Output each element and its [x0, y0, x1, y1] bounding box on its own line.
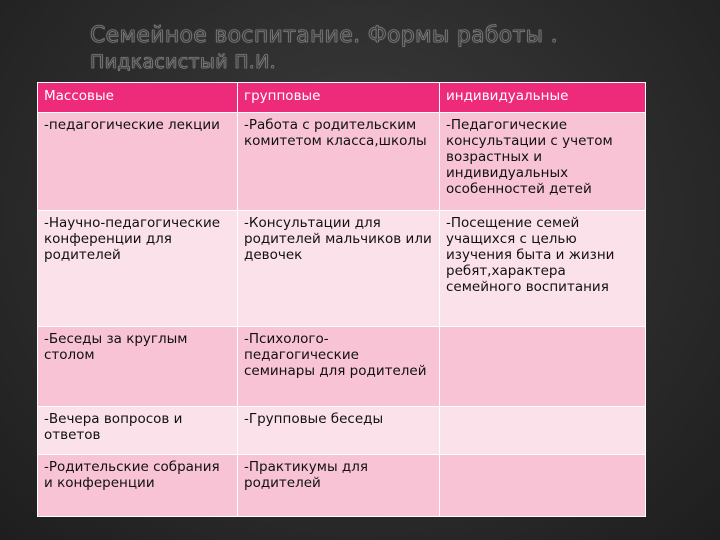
table-cell	[440, 455, 646, 517]
slide-title	[90, 22, 558, 76]
table-cell: -педагогические лекции	[38, 113, 238, 211]
header-individual: индивидуальные	[440, 83, 646, 113]
table-cell	[440, 327, 646, 407]
slide-title-line2: Пидкасистый П.И.	[90, 51, 276, 73]
table-row	[38, 407, 646, 455]
table-cell: -Педагогические консультации с учетом возрастных и индивидуальных особенностей детей	[440, 113, 646, 211]
table-cell: -Научно-педагогические конференции для родителей	[38, 211, 238, 327]
table-cell: -Работа с родительским комитетом класса,школы	[238, 113, 440, 211]
table-cell: -Практикумы для родителей	[238, 455, 440, 517]
header-group: групповые	[238, 83, 440, 113]
table-cell: -Групповые беседы	[238, 407, 440, 455]
table-row	[38, 455, 646, 517]
slide-title-line1: Семейное воспитание. Формы работы .	[90, 23, 558, 48]
table-cell: -Консультации для родителей мальчиков или девочек	[238, 211, 440, 327]
table-cell: -Родительские собрания и конференции	[38, 455, 238, 517]
table-cell: -Посещение семей учащихся с целью изучения быта и жизни ребят,характера семейного воспитания	[440, 211, 646, 327]
header-mass: Массовые	[38, 83, 238, 113]
table-cell: -Вечера вопросов и ответов	[38, 407, 238, 455]
table-row	[38, 211, 646, 327]
table-row	[38, 327, 646, 407]
table-cell: -Беседы за круглым столом	[38, 327, 238, 407]
header-row	[38, 83, 646, 113]
table-row	[38, 113, 646, 211]
table-cell: -Психолого-педагогические семинары для родителей	[238, 327, 440, 407]
table-cell	[440, 407, 646, 455]
forms-table	[37, 82, 646, 517]
